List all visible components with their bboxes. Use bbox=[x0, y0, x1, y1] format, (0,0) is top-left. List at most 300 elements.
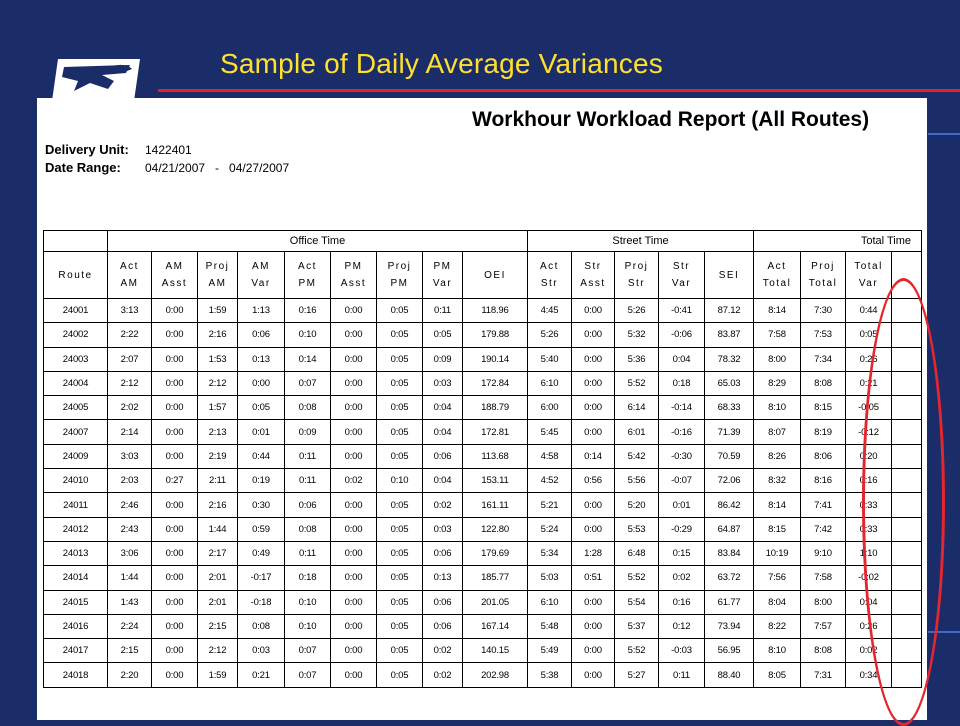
table-cell: 2:13 bbox=[198, 420, 238, 444]
table-cell: 0:03 bbox=[423, 517, 463, 541]
table-cell: 0:08 bbox=[285, 396, 331, 420]
route-cell: 24002 bbox=[44, 323, 108, 347]
table-cell: 5:38 bbox=[528, 663, 572, 687]
table-cell: 0:06 bbox=[423, 614, 463, 638]
column-header-line: Var bbox=[671, 278, 692, 289]
table-cell: 5:49 bbox=[528, 639, 572, 663]
table-row bbox=[44, 493, 922, 517]
column-header bbox=[152, 252, 198, 299]
table-cell: 161.11 bbox=[463, 493, 528, 517]
group-header-row bbox=[44, 231, 922, 252]
table-row bbox=[44, 371, 922, 395]
slide-title: Sample of Daily Average Variances bbox=[220, 48, 663, 79]
table-cell: 0:00 bbox=[572, 517, 615, 541]
column-header bbox=[846, 252, 892, 299]
table-cell: 0:00 bbox=[331, 590, 377, 614]
table-cell: 0:00 bbox=[572, 493, 615, 517]
table-cell: 6:14 bbox=[615, 396, 659, 420]
title-underline bbox=[158, 89, 960, 92]
table-cell: 2:01 bbox=[198, 566, 238, 590]
table-cell: 0:02 bbox=[423, 663, 463, 687]
table-row bbox=[44, 347, 922, 371]
table-cell: 63.72 bbox=[705, 566, 754, 590]
table-row bbox=[44, 469, 922, 493]
table-cell: 2:07 bbox=[108, 347, 152, 371]
column-header bbox=[659, 252, 705, 299]
table-cell: 8:04 bbox=[754, 590, 801, 614]
table-cell: 5:32 bbox=[615, 323, 659, 347]
table-cell: 83.84 bbox=[705, 541, 754, 565]
table-cell: 0:04 bbox=[846, 590, 892, 614]
table-cell: 0:01 bbox=[238, 420, 285, 444]
table-cell: 0:06 bbox=[285, 493, 331, 517]
route-cell: 24011 bbox=[44, 493, 108, 517]
table-cell: 0:08 bbox=[285, 517, 331, 541]
table-cell: 0:02 bbox=[423, 493, 463, 517]
table-cell: 0:05 bbox=[377, 493, 423, 517]
table-cell: 0:00 bbox=[238, 371, 285, 395]
table-cell: -0:05 bbox=[846, 396, 892, 420]
table-cell: 8:08 bbox=[801, 639, 846, 663]
table-cell: 0:06 bbox=[238, 323, 285, 347]
table-cell: 7:42 bbox=[801, 517, 846, 541]
table-cell: 88.40 bbox=[705, 663, 754, 687]
table-cell: -0:03 bbox=[659, 639, 705, 663]
table-cell: 0:00 bbox=[331, 444, 377, 468]
table-cell: 1:44 bbox=[108, 566, 152, 590]
table-cell: 2:20 bbox=[108, 663, 152, 687]
table-cell: 0:07 bbox=[285, 663, 331, 687]
table-cell: 5:52 bbox=[615, 639, 659, 663]
table-cell: 190.14 bbox=[463, 347, 528, 371]
table-cell: 6:48 bbox=[615, 541, 659, 565]
table-cell: 8:15 bbox=[801, 396, 846, 420]
group-header-street: Street Time bbox=[528, 231, 754, 252]
table-cell: 78.32 bbox=[705, 347, 754, 371]
table-cell: 202.98 bbox=[463, 663, 528, 687]
table-cell: 0:19 bbox=[238, 469, 285, 493]
route-cell: 24014 bbox=[44, 566, 108, 590]
table-cell: 167.14 bbox=[463, 614, 528, 638]
table-cell: 0:44 bbox=[238, 444, 285, 468]
table-cell: 5:37 bbox=[615, 614, 659, 638]
table-cell: 0:30 bbox=[238, 493, 285, 517]
table-cell: 0:33 bbox=[846, 493, 892, 517]
table-cell: 172.81 bbox=[463, 420, 528, 444]
table-cell: 1:44 bbox=[198, 517, 238, 541]
table-cell: 0:05 bbox=[377, 541, 423, 565]
table-cell: 0:00 bbox=[572, 639, 615, 663]
table-cell: 0:49 bbox=[238, 541, 285, 565]
column-header-line: Var bbox=[858, 278, 879, 289]
table-cell: 7:53 bbox=[801, 323, 846, 347]
column-header bbox=[198, 252, 238, 299]
table-cell: 0:00 bbox=[331, 371, 377, 395]
table-cell: 6:01 bbox=[615, 420, 659, 444]
table-cell: 0:05 bbox=[423, 323, 463, 347]
column-header-line: Route bbox=[58, 269, 93, 281]
table-cell: 8:14 bbox=[754, 299, 801, 323]
column-header-line: Var bbox=[432, 278, 453, 289]
column-header bbox=[615, 252, 659, 299]
table-cell: 1:59 bbox=[198, 663, 238, 687]
table-cell: 0:00 bbox=[572, 371, 615, 395]
table-cell: 0:03 bbox=[423, 371, 463, 395]
table-cell: 1:57 bbox=[198, 396, 238, 420]
table-cell: 8:07 bbox=[754, 420, 801, 444]
table-cell: 0:13 bbox=[423, 566, 463, 590]
table-cell: 1:13 bbox=[238, 299, 285, 323]
table-cell: 2:12 bbox=[108, 371, 152, 395]
table-cell: 0:15 bbox=[659, 541, 705, 565]
table-cell: 0:11 bbox=[659, 663, 705, 687]
table-cell: 7:31 bbox=[801, 663, 846, 687]
table-row bbox=[44, 663, 922, 687]
table-cell: 0:10 bbox=[377, 469, 423, 493]
table-cell: 0:05 bbox=[377, 299, 423, 323]
column-header-line: Act bbox=[120, 261, 139, 272]
table-cell: 0:00 bbox=[152, 371, 198, 395]
table-cell: 2:14 bbox=[108, 420, 152, 444]
route-cell: 24012 bbox=[44, 517, 108, 541]
column-header bbox=[754, 252, 801, 299]
table-cell: 0:56 bbox=[572, 469, 615, 493]
column-header bbox=[572, 252, 615, 299]
table-cell: 0:00 bbox=[152, 541, 198, 565]
table-cell: 0:02 bbox=[423, 639, 463, 663]
table-cell: -0:29 bbox=[659, 517, 705, 541]
table-row bbox=[44, 517, 922, 541]
table-cell: 8:08 bbox=[801, 371, 846, 395]
table-cell: 0:26 bbox=[846, 614, 892, 638]
delivery-unit bbox=[45, 142, 192, 157]
date-range bbox=[45, 160, 289, 175]
table-cell: 0:11 bbox=[285, 469, 331, 493]
column-header-line: Act bbox=[767, 261, 787, 272]
route-cell: 24010 bbox=[44, 469, 108, 493]
table-cell: -0:02 bbox=[846, 566, 892, 590]
table-cell: 0:00 bbox=[152, 493, 198, 517]
table-cell: 0:34 bbox=[846, 663, 892, 687]
table-row bbox=[44, 323, 922, 347]
route-cell: 24016 bbox=[44, 614, 108, 638]
table-cell: 0:00 bbox=[152, 663, 198, 687]
table-cell: 72.06 bbox=[705, 469, 754, 493]
table-row bbox=[44, 444, 922, 468]
table-cell: 8:10 bbox=[754, 396, 801, 420]
table-cell: 0:16 bbox=[285, 299, 331, 323]
table-cell: 4:52 bbox=[528, 469, 572, 493]
table-cell: 8:10 bbox=[754, 639, 801, 663]
table-cell: 0:00 bbox=[152, 444, 198, 468]
table-cell: 0:00 bbox=[331, 323, 377, 347]
route-cell: 24007 bbox=[44, 420, 108, 444]
table-cell: 0:02 bbox=[331, 469, 377, 493]
column-header bbox=[423, 252, 463, 299]
table-cell: 0:05 bbox=[377, 323, 423, 347]
table-cell: 3:03 bbox=[108, 444, 152, 468]
table-cell: 7:58 bbox=[801, 566, 846, 590]
table-cell: 2:11 bbox=[198, 469, 238, 493]
table-row bbox=[44, 541, 922, 565]
table-cell: 0:10 bbox=[285, 614, 331, 638]
table-cell: 8:26 bbox=[754, 444, 801, 468]
table-cell: 0:00 bbox=[572, 323, 615, 347]
table-cell: 0:06 bbox=[423, 541, 463, 565]
table-row bbox=[44, 396, 922, 420]
column-header bbox=[377, 252, 423, 299]
column-header-line: Str bbox=[584, 261, 602, 272]
table-cell: 0:00 bbox=[331, 420, 377, 444]
table-cell: 0:00 bbox=[331, 541, 377, 565]
column-header bbox=[463, 252, 528, 299]
table-cell: 0:21 bbox=[238, 663, 285, 687]
table-cell: 0:14 bbox=[285, 347, 331, 371]
table-cell: 118.96 bbox=[463, 299, 528, 323]
table-cell: 0:00 bbox=[331, 639, 377, 663]
table-row bbox=[44, 590, 922, 614]
table-cell: 140.15 bbox=[463, 639, 528, 663]
table-cell: 5:45 bbox=[528, 420, 572, 444]
table-cell: 0:02 bbox=[659, 566, 705, 590]
table-cell: 7:41 bbox=[801, 493, 846, 517]
column-header-line: Str bbox=[672, 261, 691, 272]
table-cell: 0:04 bbox=[423, 396, 463, 420]
column-header-line: PM bbox=[433, 261, 452, 272]
column-header-line: Proj bbox=[811, 261, 835, 272]
report-image bbox=[37, 98, 927, 720]
table-cell: 0:05 bbox=[238, 396, 285, 420]
column-header-line: OEI bbox=[484, 269, 506, 281]
table-cell: 0:21 bbox=[846, 371, 892, 395]
column-header-row bbox=[44, 252, 922, 299]
table-cell: 0:33 bbox=[846, 517, 892, 541]
table-cell: 0:00 bbox=[331, 493, 377, 517]
table-cell: 0:05 bbox=[846, 323, 892, 347]
table-cell: 0:05 bbox=[377, 566, 423, 590]
table-cell: 1:10 bbox=[846, 541, 892, 565]
table-cell: 5:48 bbox=[528, 614, 572, 638]
column-header-line: Total bbox=[854, 261, 883, 272]
date-range-value: 04/21/2007 - 04/27/2007 bbox=[145, 161, 290, 175]
table-cell: 65.03 bbox=[705, 371, 754, 395]
table-cell: 0:00 bbox=[152, 347, 198, 371]
table-cell: 5:40 bbox=[528, 347, 572, 371]
table-cell: 71.39 bbox=[705, 420, 754, 444]
workload-table bbox=[43, 230, 922, 688]
table-cell: 7:56 bbox=[754, 566, 801, 590]
table-cell: 3:13 bbox=[108, 299, 152, 323]
table-cell: 8:32 bbox=[754, 469, 801, 493]
table-cell: -0:41 bbox=[659, 299, 705, 323]
table-cell: 8:16 bbox=[801, 469, 846, 493]
table-cell: 0:00 bbox=[331, 396, 377, 420]
table-cell: 0:00 bbox=[152, 299, 198, 323]
column-header bbox=[705, 252, 754, 299]
table-cell: 0:00 bbox=[331, 614, 377, 638]
table-cell: 2:15 bbox=[198, 614, 238, 638]
table-cell: 2:17 bbox=[198, 541, 238, 565]
table-cell: 0:59 bbox=[238, 517, 285, 541]
table-cell: 0:03 bbox=[238, 639, 285, 663]
table-cell: 0:04 bbox=[659, 347, 705, 371]
table-cell: 0:11 bbox=[285, 541, 331, 565]
delivery-unit-value: 1422401 bbox=[145, 143, 192, 157]
table-cell: 0:00 bbox=[572, 614, 615, 638]
table-cell: -0:14 bbox=[659, 396, 705, 420]
table-cell: 0:00 bbox=[152, 420, 198, 444]
table-cell: 1:28 bbox=[572, 541, 615, 565]
table-cell: 4:45 bbox=[528, 299, 572, 323]
table-cell: 2:22 bbox=[108, 323, 152, 347]
column-header-line: Proj bbox=[624, 261, 649, 272]
table-cell: 0:09 bbox=[285, 420, 331, 444]
table-cell: 0:00 bbox=[152, 614, 198, 638]
table-cell: 8:29 bbox=[754, 371, 801, 395]
route-cell: 24005 bbox=[44, 396, 108, 420]
table-cell: 0:10 bbox=[285, 590, 331, 614]
table-cell: 113.68 bbox=[463, 444, 528, 468]
table-cell: 0:00 bbox=[331, 517, 377, 541]
table-cell: 0:05 bbox=[377, 444, 423, 468]
table-cell: 0:05 bbox=[377, 371, 423, 395]
table-cell: 0:05 bbox=[377, 663, 423, 687]
table-cell: 0:11 bbox=[423, 299, 463, 323]
table-cell: 0:00 bbox=[572, 663, 615, 687]
table-cell: 8:06 bbox=[801, 444, 846, 468]
table-cell: 0:05 bbox=[377, 639, 423, 663]
column-header-line: AM bbox=[165, 261, 184, 272]
column-header-line: Str bbox=[540, 278, 559, 289]
delivery-unit-label: Delivery Unit: bbox=[45, 142, 129, 157]
column-header-line: Asst bbox=[340, 278, 367, 289]
table-cell: -0:06 bbox=[659, 323, 705, 347]
table-cell: 5:26 bbox=[615, 299, 659, 323]
column-header-line: Act bbox=[298, 261, 317, 272]
column-header-line: Asst bbox=[161, 278, 188, 289]
table-cell: 6:10 bbox=[528, 590, 572, 614]
table-cell: 0:26 bbox=[846, 347, 892, 371]
table-cell: 0:00 bbox=[572, 396, 615, 420]
table-cell: 179.69 bbox=[463, 541, 528, 565]
table-cell: 7:34 bbox=[801, 347, 846, 371]
table-cell: 9:10 bbox=[801, 541, 846, 565]
column-header bbox=[44, 252, 108, 299]
date-range-label: Date Range: bbox=[45, 160, 121, 175]
decorative-line-top bbox=[928, 133, 960, 135]
table-cell: 0:00 bbox=[152, 396, 198, 420]
table-cell: 0:00 bbox=[572, 590, 615, 614]
table-cell: 5:54 bbox=[615, 590, 659, 614]
table-cell: 0:00 bbox=[572, 420, 615, 444]
table-cell: 5:56 bbox=[615, 469, 659, 493]
table-cell: 6:00 bbox=[528, 396, 572, 420]
table-cell: 2:12 bbox=[198, 639, 238, 663]
column-header-line: PM bbox=[344, 261, 363, 272]
column-header-line: SEI bbox=[718, 269, 740, 281]
table-cell: 3:06 bbox=[108, 541, 152, 565]
table-cell: 201.05 bbox=[463, 590, 528, 614]
column-header-line: Asst bbox=[580, 278, 606, 289]
table-cell: 2:15 bbox=[108, 639, 152, 663]
route-cell: 24018 bbox=[44, 663, 108, 687]
table-cell: 2:16 bbox=[198, 323, 238, 347]
table-cell: -0:18 bbox=[238, 590, 285, 614]
table-cell: 2:46 bbox=[108, 493, 152, 517]
table-cell: 5:52 bbox=[615, 566, 659, 590]
route-cell: 24015 bbox=[44, 590, 108, 614]
table-cell: 5:03 bbox=[528, 566, 572, 590]
table-cell: 188.79 bbox=[463, 396, 528, 420]
table-cell: 5:26 bbox=[528, 323, 572, 347]
table-cell: 7:30 bbox=[801, 299, 846, 323]
table-cell: 0:20 bbox=[846, 444, 892, 468]
route-cell: 24004 bbox=[44, 371, 108, 395]
column-header bbox=[801, 252, 846, 299]
table-cell: 0:07 bbox=[285, 639, 331, 663]
table-cell: 64.87 bbox=[705, 517, 754, 541]
table-cell: 0:06 bbox=[423, 444, 463, 468]
table-cell: 0:44 bbox=[846, 299, 892, 323]
table-cell: 0:07 bbox=[285, 371, 331, 395]
table-cell: 2:01 bbox=[198, 590, 238, 614]
table-cell: 185.77 bbox=[463, 566, 528, 590]
table-cell: 5:34 bbox=[528, 541, 572, 565]
table-cell: -0:17 bbox=[238, 566, 285, 590]
column-header-line: Proj bbox=[205, 261, 230, 272]
column-header-line: Var bbox=[251, 278, 271, 289]
table-cell: 2:16 bbox=[198, 493, 238, 517]
table-cell: 4:58 bbox=[528, 444, 572, 468]
table-cell: 73.94 bbox=[705, 614, 754, 638]
table-cell: 122.80 bbox=[463, 517, 528, 541]
table-cell: 0:02 bbox=[846, 639, 892, 663]
table-cell: 5:20 bbox=[615, 493, 659, 517]
table-cell: 10:19 bbox=[754, 541, 801, 565]
column-header-line: Total bbox=[808, 278, 838, 289]
table-cell: 8:15 bbox=[754, 517, 801, 541]
table-cell: 8:00 bbox=[801, 590, 846, 614]
column-header-line: Proj bbox=[387, 261, 412, 272]
table-cell: 5:53 bbox=[615, 517, 659, 541]
table-cell: -0:12 bbox=[846, 420, 892, 444]
table-cell: -0:30 bbox=[659, 444, 705, 468]
column-header bbox=[238, 252, 285, 299]
table-cell: 2:43 bbox=[108, 517, 152, 541]
table-cell: 61.77 bbox=[705, 590, 754, 614]
table-cell: 0:04 bbox=[423, 469, 463, 493]
route-cell: 24009 bbox=[44, 444, 108, 468]
table-cell: 2:19 bbox=[198, 444, 238, 468]
table-cell: 5:36 bbox=[615, 347, 659, 371]
table-cell: 5:27 bbox=[615, 663, 659, 687]
table-cell: 56.95 bbox=[705, 639, 754, 663]
table-cell: 0:00 bbox=[152, 517, 198, 541]
column-header bbox=[285, 252, 331, 299]
table-cell: 8:19 bbox=[801, 420, 846, 444]
table-cell: 0:00 bbox=[152, 323, 198, 347]
table-row bbox=[44, 614, 922, 638]
total-var-highlight-ellipse bbox=[862, 278, 945, 726]
table-cell: 0:00 bbox=[152, 566, 198, 590]
table-row bbox=[44, 420, 922, 444]
table-cell: 7:57 bbox=[801, 614, 846, 638]
table-cell: 0:51 bbox=[572, 566, 615, 590]
table-cell: 172.84 bbox=[463, 371, 528, 395]
table-cell: 0:27 bbox=[152, 469, 198, 493]
table-cell: 0:09 bbox=[423, 347, 463, 371]
table-cell: 0:18 bbox=[285, 566, 331, 590]
